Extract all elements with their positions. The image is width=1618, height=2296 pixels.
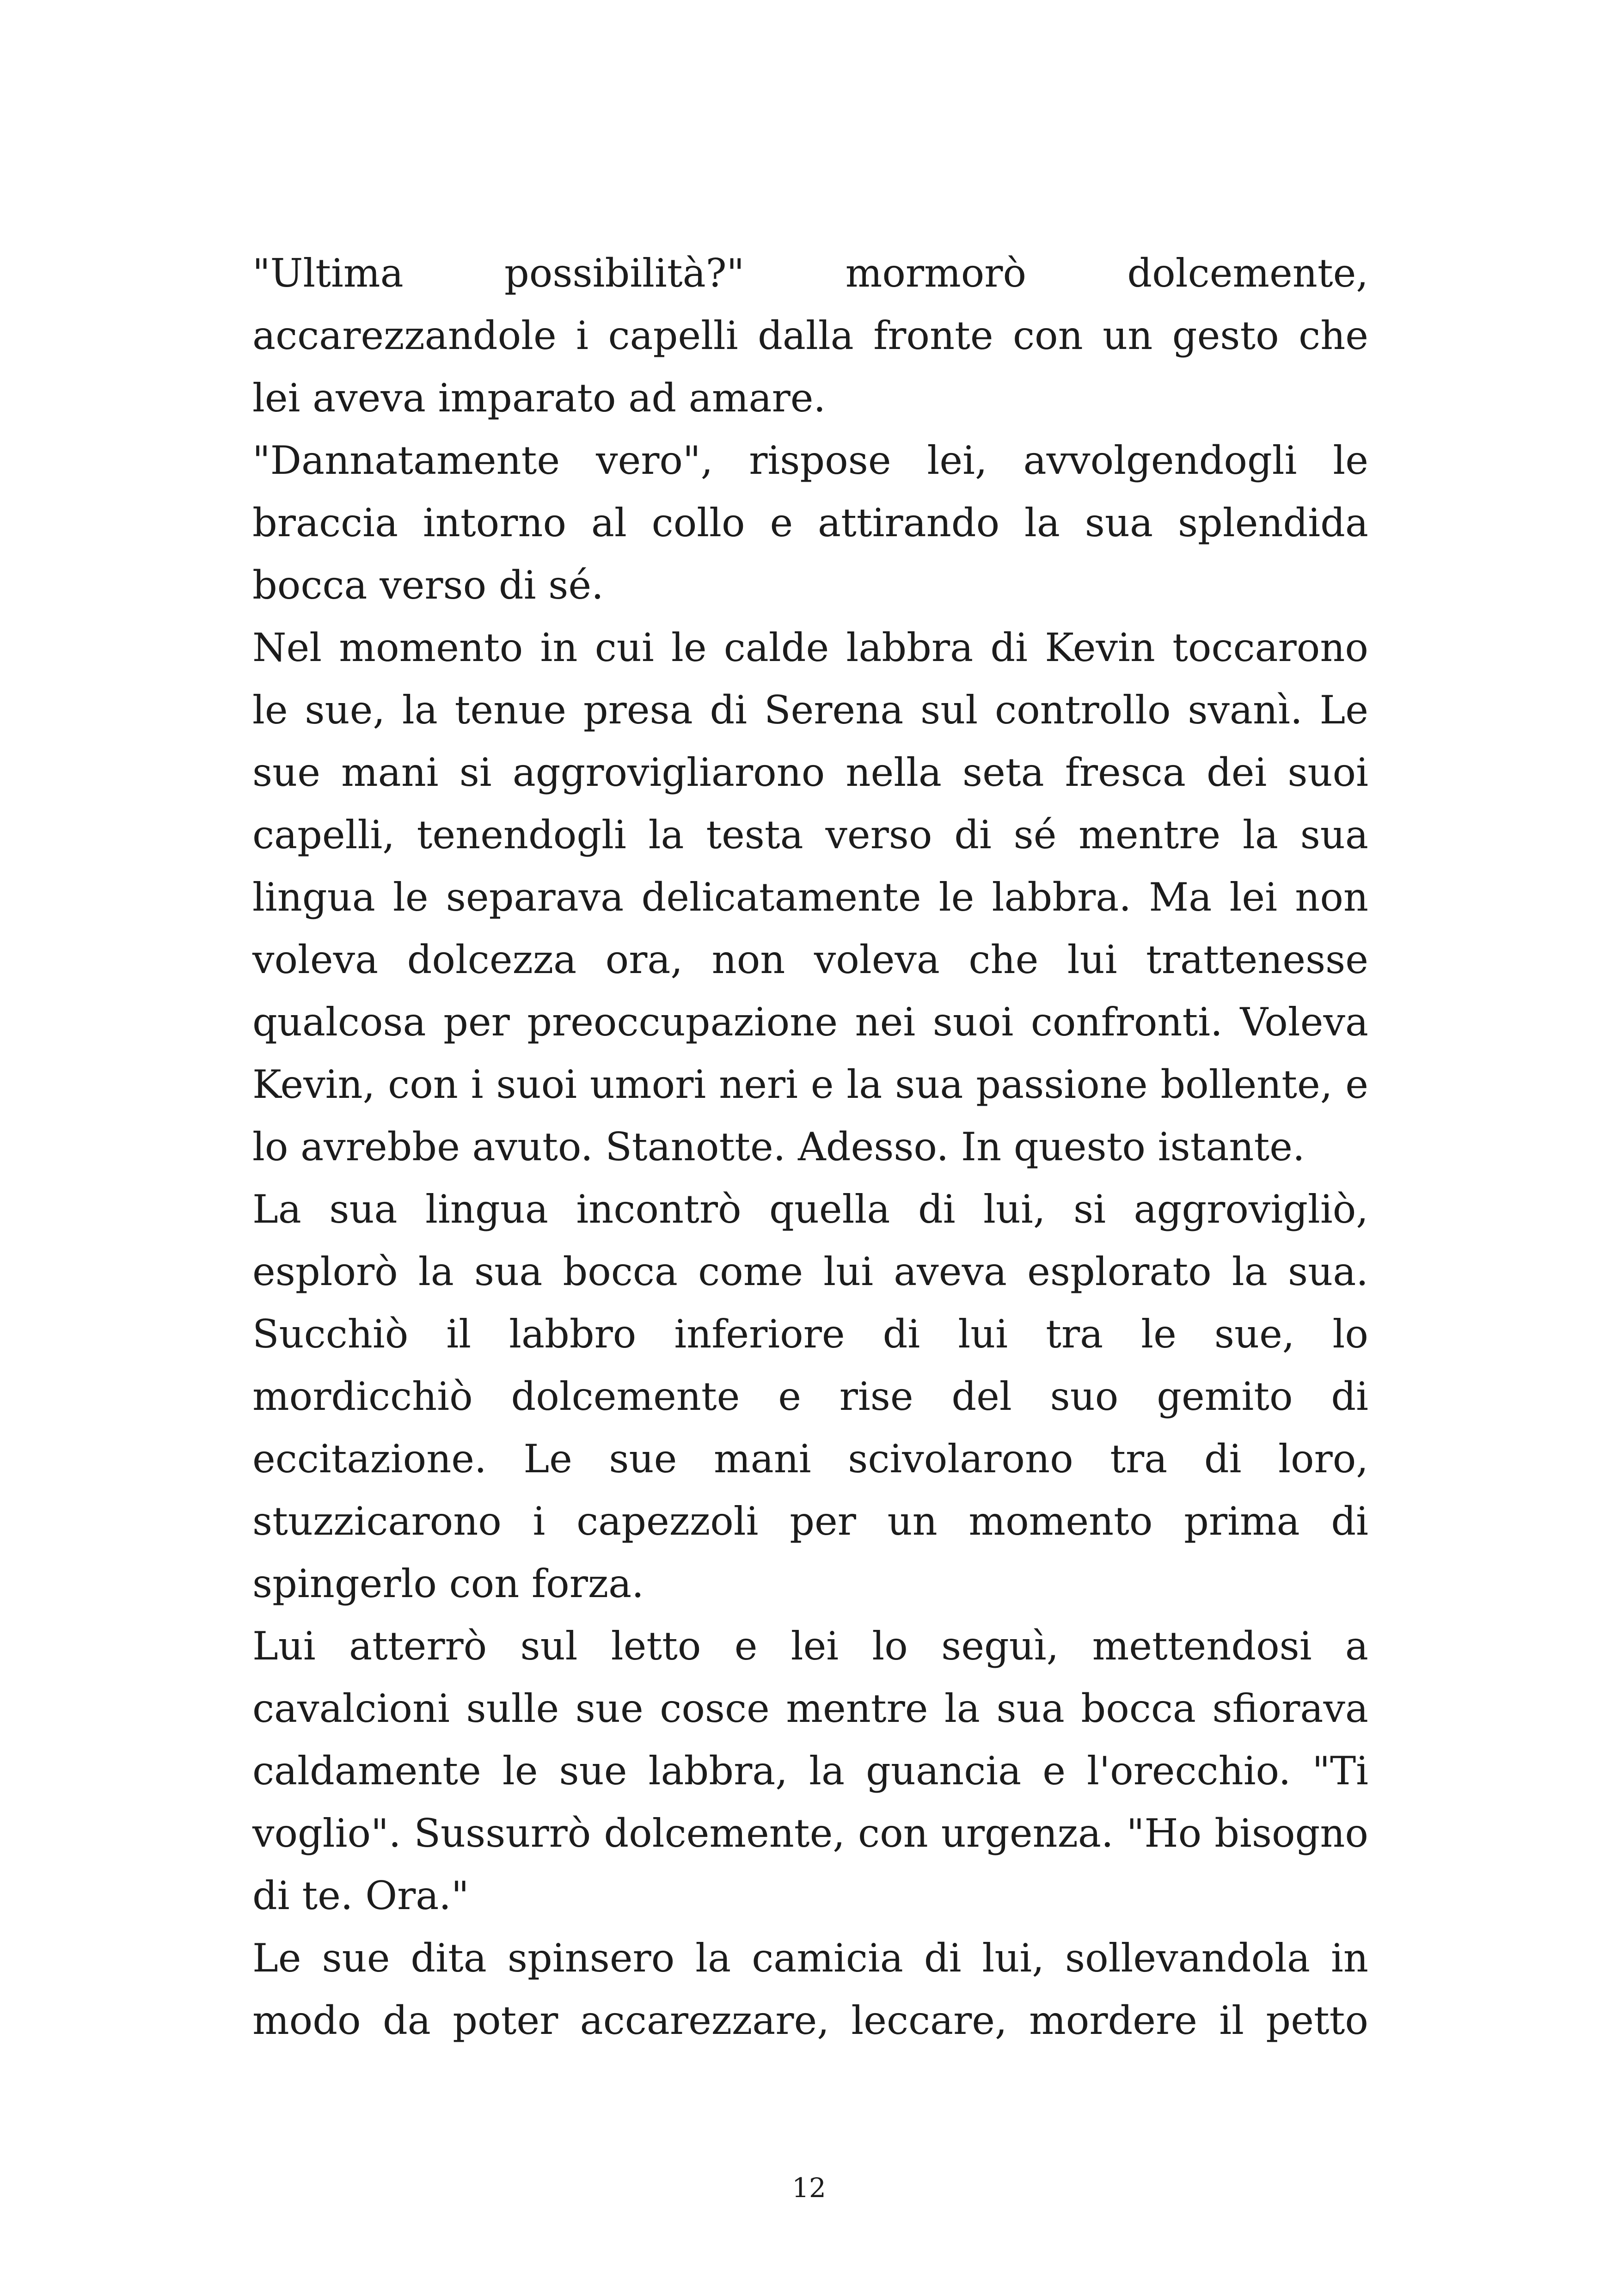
paragraph-3: Nel momento in cui le calde labbra di Kevin toccarono le sue, la tenue presa di Serena sul controllo svanì. Le sue mani si aggrovigliarono nella seta fresca dei suoi capelli, tenendogli la testa verso di sé mentre la sua lingua le separava delicatamente le labbra. Ma lei non voleva dolcezza ora, non voleva che lui trattenesse qualcosa per preoccupazione nei suoi confronti. Voleva Kevin, con i suoi umori neri e la sua passione bollente, e lo avrebbe avuto. Stanotte. Adesso. In questo istante. <box>252 625 1368 1169</box>
paragraph-4: La sua lingua incontrò quella di lui, si aggrovigliò, esplorò la sua bocca come lui aveva esplorato la sua. Succhiò il labbro inferiore di lui tra le sue, lo mordicchiò dolcemente e rise del suo gemito di eccitazione. Le sue mani scivolarono tra di loro, stuzzicarono i capezzoli per un momento prima di spingerlo con forza. <box>252 1187 1368 1606</box>
paragraph-1: "Ultima possibilità?" mormorò dolcemente, accarezzandole i capelli dalla fronte con un gesto che lei aveva imparato ad amare. <box>252 251 1368 421</box>
paragraph-2: "Dannatamente vero", rispose lei, avvolgendogli le braccia intorno al collo e attirando la sua splendida bocca verso di sé. <box>252 438 1368 608</box>
paragraph-5: Lui atterrò sul letto e lei lo seguì, mettendosi a cavalcioni sulle sue cosce mentre la sua bocca sfiorava caldamente le sue labbra, la guancia e l'orecchio. "Ti voglio". Sussurrò dolcemente, con urgenza. "Ho bisogno di te. Ora." <box>252 1623 1368 1918</box>
body-text <box>252 242 1368 2052</box>
page-number: 12 <box>792 2172 826 2204</box>
paragraph-6: Le sue dita spinsero la camicia di lui, sollevandola in modo da poter accarezzare, leccare, mordere il petto <box>252 1935 1368 2043</box>
